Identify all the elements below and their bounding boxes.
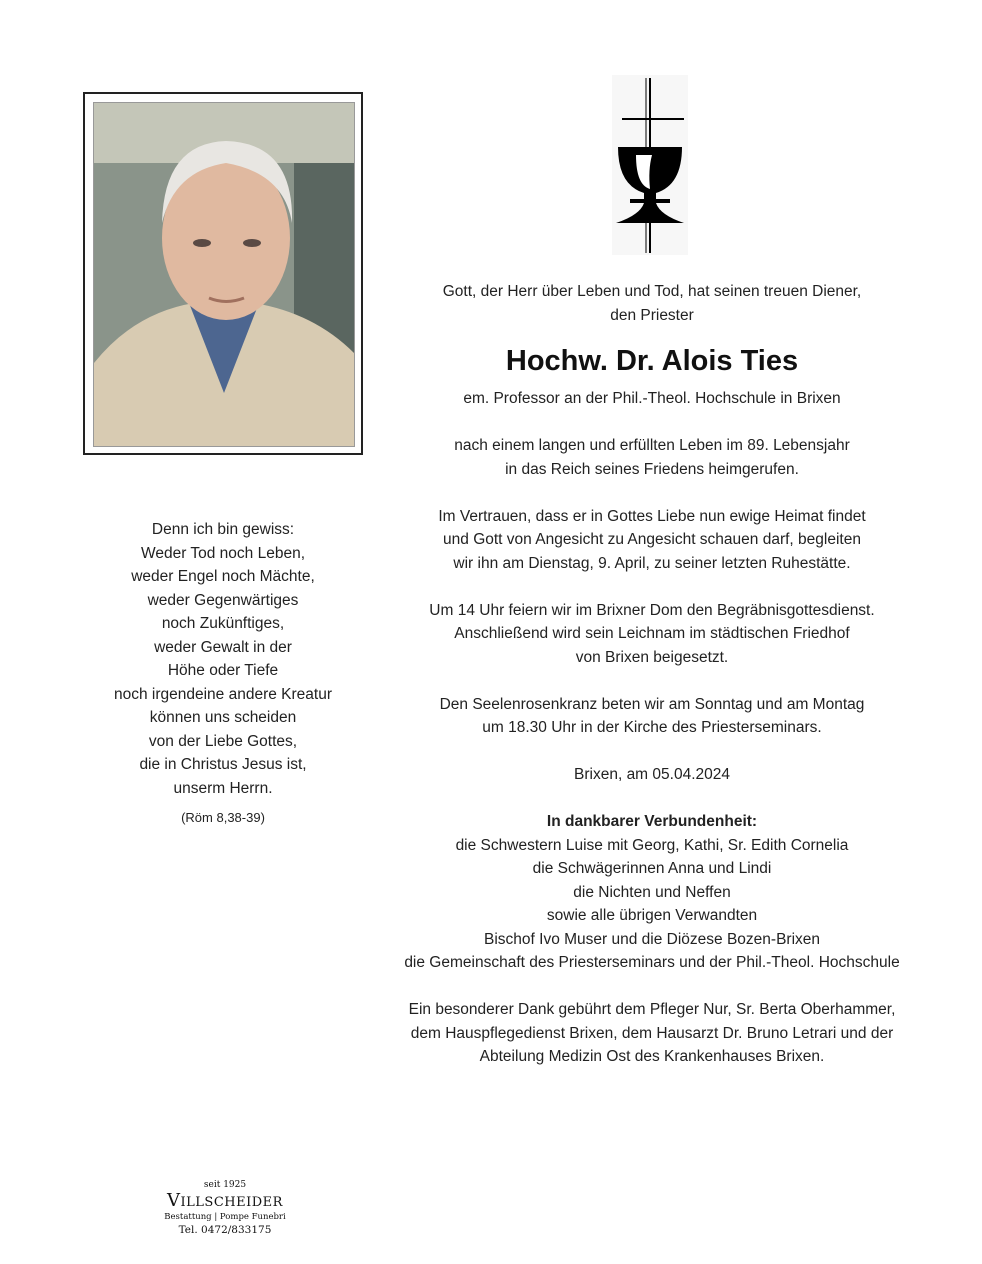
mourners-heading: In dankbarer Verbundenheit: bbox=[546, 813, 758, 830]
mourner-line: die Nichten und Neffen bbox=[573, 883, 731, 901]
place-date: Brixen, am 05.04.2024 bbox=[574, 766, 730, 783]
cross-chalice-icon bbox=[612, 75, 688, 255]
verse-reference: (Röm 8,38-39) bbox=[181, 810, 265, 825]
intro-line: Gott, der Herr über Leben und Tod, hat seinen treuen Diener, bbox=[442, 283, 862, 300]
obituary-text bbox=[382, 280, 922, 1069]
verse-line: Weder Tod noch Leben, bbox=[140, 544, 306, 562]
text-line: in das Reich seines Friedens heimgerufen. bbox=[505, 460, 799, 478]
logo-name: Villscheider bbox=[167, 1190, 283, 1211]
text-line: Anschließend wird sein Leichnam im städtischen Friedhof bbox=[454, 625, 850, 642]
verse-line: von der Liebe Gottes, bbox=[148, 732, 298, 750]
funeral-home-logo bbox=[140, 1180, 310, 1238]
verse-line: Höhe oder Tiefe bbox=[167, 662, 279, 679]
mourner-line: die Schwägerinnen Anna und Lindi bbox=[532, 860, 772, 877]
text-line: und Gott von Angesicht zu Angesicht schauen darf, begleiten bbox=[443, 531, 861, 548]
thanks-line: dem Hauspflegedienst Brixen, dem Hausarzt Dr. Bruno Letrari und der bbox=[410, 1024, 894, 1042]
verse-line: Denn ich bin gewiss: bbox=[151, 521, 295, 538]
text-line: nach einem langen und erfüllten Leben im 89. Lebensjahr bbox=[454, 437, 850, 454]
verse-line: können uns scheiden bbox=[149, 709, 297, 726]
mourner-line: die Schwestern Luise mit Georg, Kathi, Sr. Edith Cornelia bbox=[455, 836, 849, 854]
intro-line: den Priester bbox=[610, 306, 694, 324]
verse-line: noch Zukünftiges, bbox=[161, 615, 285, 632]
text-line: von Brixen beigesetzt. bbox=[575, 648, 729, 666]
text-line: Den Seelenrosenkranz beten wir am Sonntag und am Montag bbox=[439, 695, 865, 713]
text-line: Um 14 Uhr feiern wir im Brixner Dom den Begräbnisgottesdienst. bbox=[429, 601, 875, 619]
mourner-line: sowie alle übrigen Verwandten bbox=[546, 907, 758, 924]
deceased-title: em. Professor an der Phil.-Theol. Hochschule in Brixen bbox=[463, 390, 841, 407]
portrait-photo bbox=[93, 102, 355, 447]
logo-phone: Tel. 0472/833175 bbox=[178, 1224, 272, 1236]
thanks-line: Ein besonderer Dank gebührt dem Pfleger Nur, Sr. Berta Oberhammer, bbox=[408, 1001, 896, 1018]
verse-line: die in Christus Jesus ist, bbox=[139, 756, 307, 773]
deceased-name: Hochw. Dr. Alois Ties bbox=[505, 345, 799, 377]
verse-line: weder Gewalt in der bbox=[154, 638, 292, 656]
thanks-line: Abteilung Medizin Ost des Krankenhauses Brixen. bbox=[479, 1048, 825, 1065]
text-line: Im Vertrauen, dass er in Gottes Liebe nun ewige Heimat findet bbox=[438, 507, 866, 525]
mourner-line: die Gemeinschaft des Priesterseminars und der Phil.-Theol. Hochschule bbox=[404, 954, 900, 971]
verse-line: weder Gegenwärtiges bbox=[147, 591, 299, 609]
verse-line: unserm Herrn. bbox=[173, 779, 273, 797]
mourner-line: Bischof Ivo Muser und die Diözese Bozen-Brixen bbox=[484, 930, 820, 948]
portrait-frame bbox=[83, 92, 363, 455]
verse-line: noch irgendeine andere Kreatur bbox=[113, 685, 332, 703]
text-line: wir ihn am Dienstag, 9. April, zu seiner letzten Ruhestätte. bbox=[453, 554, 851, 572]
logo-since: seit 1925 bbox=[203, 1180, 247, 1190]
bible-verse bbox=[92, 518, 354, 830]
verse-line: weder Engel noch Mächte, bbox=[131, 568, 315, 585]
text-line: um 18.30 Uhr in der Kirche des Priesterseminars. bbox=[482, 719, 822, 736]
logo-tagline: Bestattung | Pompe Funebri bbox=[164, 1212, 286, 1222]
